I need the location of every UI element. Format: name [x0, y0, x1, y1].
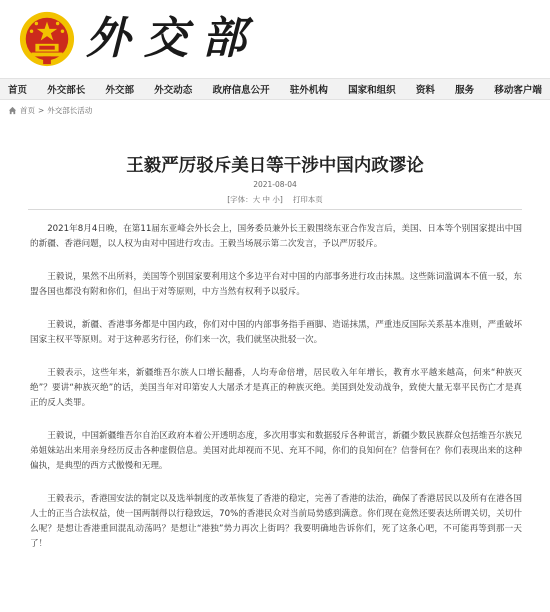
nav-item-minister[interactable]: 外交部长 — [47, 85, 86, 96]
article-paragraph: 王毅说，中国新疆维吾尔自治区政府本着公开透明态度，多次用事实和数据驳斥各种谎言，新疆少数民族群众包括维吾尔族兄弟姐妹站出来用亲身经历反击各种虚假信息。美国对此却视而不见、充耳不闻，你们的良知何在？信誉何在？你们表现出来的这种偏执，是典型的西方式傲慢和无理。 — [30, 431, 522, 471]
nav-item-ministry[interactable]: 外交部 — [105, 85, 135, 96]
main-nav — [0, 78, 550, 100]
article-paragraph: 王毅表示，香港国安法的制定以及选举制度的改革恢复了香港的稳定，完善了香港的法治，确保了香港居民以及所有在港各国人士的正当合法权益，使一国两制得以行稳致远，70%的香港民众对当前局势感到满意。你们现在竟然还要表达所谓关切，关切什么呢？是想让香港重回混乱动荡吗？是想让“港独”势力再次上街吗？我要明确地告诉你们，死了这条心吧，不可能再等到那一天了！ — [30, 494, 522, 549]
article-tools — [0, 194, 550, 205]
print-link[interactable]: 打印本页 — [292, 195, 323, 204]
nav-item-resources[interactable]: 资料 — [415, 85, 435, 96]
title-divider — [28, 209, 522, 210]
breadcrumb-separator: > — [38, 105, 45, 115]
home-icon — [8, 106, 17, 115]
article-title: 王毅严厉驳斥美日等干涉中国内政谬论 — [126, 156, 424, 176]
breadcrumb — [8, 104, 92, 116]
nav-item-news[interactable]: 外交动态 — [154, 85, 193, 96]
article-container — [0, 124, 550, 612]
nav-item-services[interactable]: 服务 — [455, 85, 475, 96]
nav-item-gov-info[interactable]: 政府信息公开 — [212, 85, 270, 96]
article-paragraph: 王毅说，新疆、香港事务都是中国内政，你们对中国的内部事务指手画脚、造谣抹黑，严重违反国际关系基本准则，严重破坏国家主权平等原则。对于这种恶劣行径，你们来一次，我们就坚决批驳一次。 — [30, 320, 522, 345]
nav-item-embassies[interactable]: 驻外机构 — [289, 85, 328, 96]
article-paragraph: 王毅说，果然不出所料，美国等个别国家要利用这个多边平台对中国的内部事务进行攻击抹黑。这些陈词滥调本不值一驳，东盟各国也都没有附和你们，但出于对等原则，中方当然有权利予以驳斥。 — [30, 272, 522, 297]
breadcrumb-home[interactable]: 首页 — [20, 105, 35, 115]
breadcrumb-current[interactable]: 外交部长活动 — [47, 105, 93, 115]
national-emblem-icon[interactable] — [18, 10, 76, 68]
article-body — [30, 222, 522, 570]
nav-item-countries[interactable]: 国家和组织 — [348, 85, 396, 96]
article-paragraph: 2021年8月4日晚，在第11届东亚峰会外长会上，国务委员兼外长王毅围绕东亚合作发言后，美国、日本等个别国家提出中国的新疆、香港问题，以人权为由对中国进行攻击。王毅当场展示第二次发言，予以严厉驳斥。 — [30, 224, 522, 249]
article-paragraph: 王毅表示，这些年来，新疆维吾尔族人口增长翻番，人均寿命倍增，居民收入年年增长，教育水平越来越高，何来“种族灭绝”？要讲“种族灭绝”的话，美国当年对印第安人大屠杀才是真正的种族灭绝。美国到处发动战争，致使大量无辜平民伤亡才是真正的反人类罪。 — [30, 368, 522, 408]
site-header — [0, 0, 550, 78]
nav-item-mobile[interactable]: 移动客户端 — [494, 85, 542, 96]
font-size-controls[interactable]: [字体：大 中 小] — [227, 195, 283, 204]
site-logo-text[interactable]: 外交部 — [86, 13, 260, 64]
article-date: 2021-08-04 — [253, 180, 297, 189]
nav-item-home[interactable]: 首页 — [8, 85, 28, 96]
